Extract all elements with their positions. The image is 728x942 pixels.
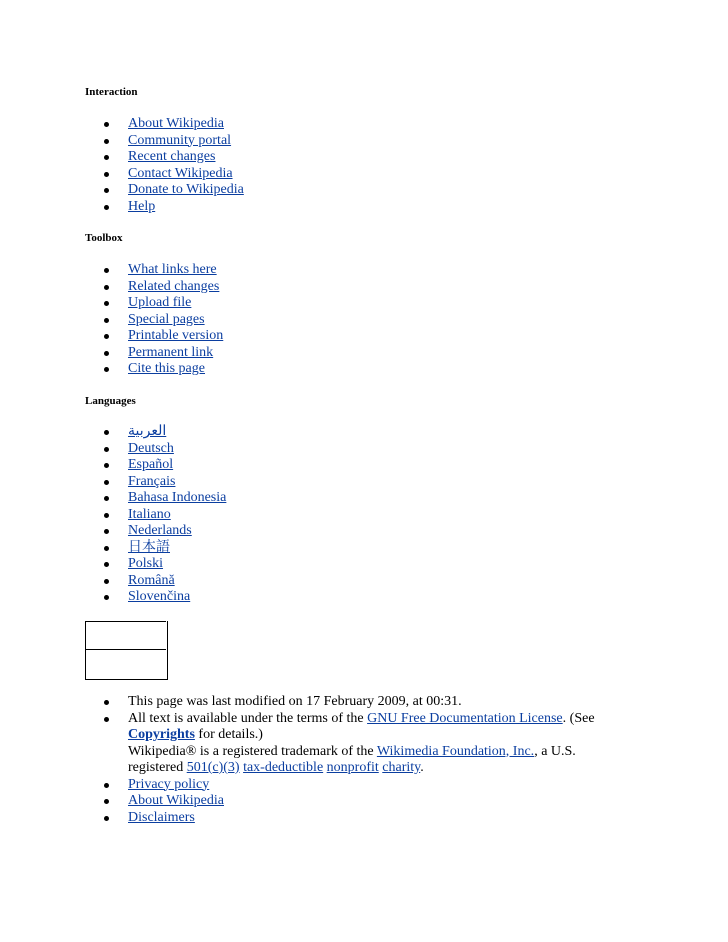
lang-slovencina-link[interactable]: Slovenčina [128,589,191,604]
list-item [94,199,244,216]
list-item [94,507,226,524]
list-item [94,523,226,540]
list-item [94,540,226,557]
list-item [94,490,226,507]
badge-row [85,649,166,664]
list-item [94,573,226,590]
list-item [94,777,608,794]
last-modified-text: This page was last modified on 17 February 2009, at 00:31. [128,694,462,709]
upload-file-link[interactable]: Upload file [128,295,192,310]
list-item [94,279,223,296]
languages-list [94,424,226,606]
trademark-text: Wikipedia® is a registered trademark of the [128,743,377,759]
help-link[interactable]: Help [128,198,156,214]
toolbox-list [94,262,223,378]
trademark-text: , a U.S. registered [128,743,576,775]
list-item [94,116,244,133]
contact-wikipedia-link[interactable]: Contact Wikipedia [128,165,233,181]
what-links-here-link[interactable]: What links here [128,262,217,277]
languages-heading: Languages [85,395,136,407]
list-item [94,810,608,827]
cite-this-page-link[interactable]: Cite this page [128,361,205,376]
badge-row [85,621,166,636]
list-item [94,441,226,458]
list-item [94,457,226,474]
lang-italiano-link[interactable]: Italiano [128,506,171,522]
special-pages-link[interactable]: Special pages [128,311,205,327]
interaction-list [94,116,244,215]
list-item [94,556,226,573]
list-item [94,711,608,777]
lang-nederlands-link[interactable]: Nederlands [128,523,192,538]
gfdl-link[interactable]: GNU Free Documentation License [367,710,563,726]
list-item [94,694,608,711]
trademark-text: . [420,760,424,775]
lang-arabic-link[interactable]: العربية [128,424,167,439]
lang-deutsch-link[interactable]: Deutsch [128,440,174,456]
recent-changes-link[interactable]: Recent changes [128,149,216,164]
permanent-link[interactable]: Permanent link [128,344,214,360]
donate-link[interactable]: Donate to Wikipedia [128,182,244,197]
license-text: . (See [562,710,595,726]
community-portal-link[interactable]: Community portal [128,132,232,148]
list-item [94,474,226,491]
list-item [94,793,608,810]
list-item [94,149,244,166]
wikimedia-link[interactable]: Wikimedia Foundation, Inc. [376,743,535,759]
list-item [94,166,244,183]
license-text: All text is available under the terms of the [128,710,368,726]
list-item [94,133,244,150]
related-changes-link[interactable]: Related changes [128,278,220,294]
charity-link[interactable]: charity [382,760,421,775]
footer-badges-image [85,621,168,680]
list-item [94,262,223,279]
footer-list [94,694,608,826]
list-item [94,182,244,199]
list-item [94,328,223,345]
footer-about-link[interactable]: About Wikipedia [128,793,224,808]
list-item [94,295,223,312]
501c3-link[interactable]: 501(c)(3) [186,760,240,775]
list-item [94,589,226,606]
lang-espanol-link[interactable]: Español [128,457,174,472]
list-item [94,312,223,329]
toolbox-heading: Toolbox [85,232,123,244]
privacy-policy-link[interactable]: Privacy policy [128,776,210,792]
lang-romana-link[interactable]: Română [128,572,175,588]
lang-polski-link[interactable]: Polski [128,556,164,571]
copyrights-link[interactable]: Copyrights [128,727,195,742]
interaction-heading: Interaction [85,86,138,98]
lang-indonesia-link[interactable]: Bahasa Indonesia [128,490,227,505]
disclaimers-link[interactable]: Disclaimers [128,809,195,825]
nonprofit-link[interactable]: nonprofit [326,760,379,775]
license-text: for details.) [194,727,263,742]
list-item [94,345,223,362]
lang-japanese-link[interactable]: 日本語 [128,539,170,555]
list-item [94,424,226,441]
printable-version-link[interactable]: Printable version [128,328,224,343]
list-item [94,361,223,378]
lang-francais-link[interactable]: Français [128,473,176,489]
tax-deductible-link[interactable]: tax-deductible [243,760,324,775]
about-wikipedia-link[interactable]: About Wikipedia [128,116,224,131]
